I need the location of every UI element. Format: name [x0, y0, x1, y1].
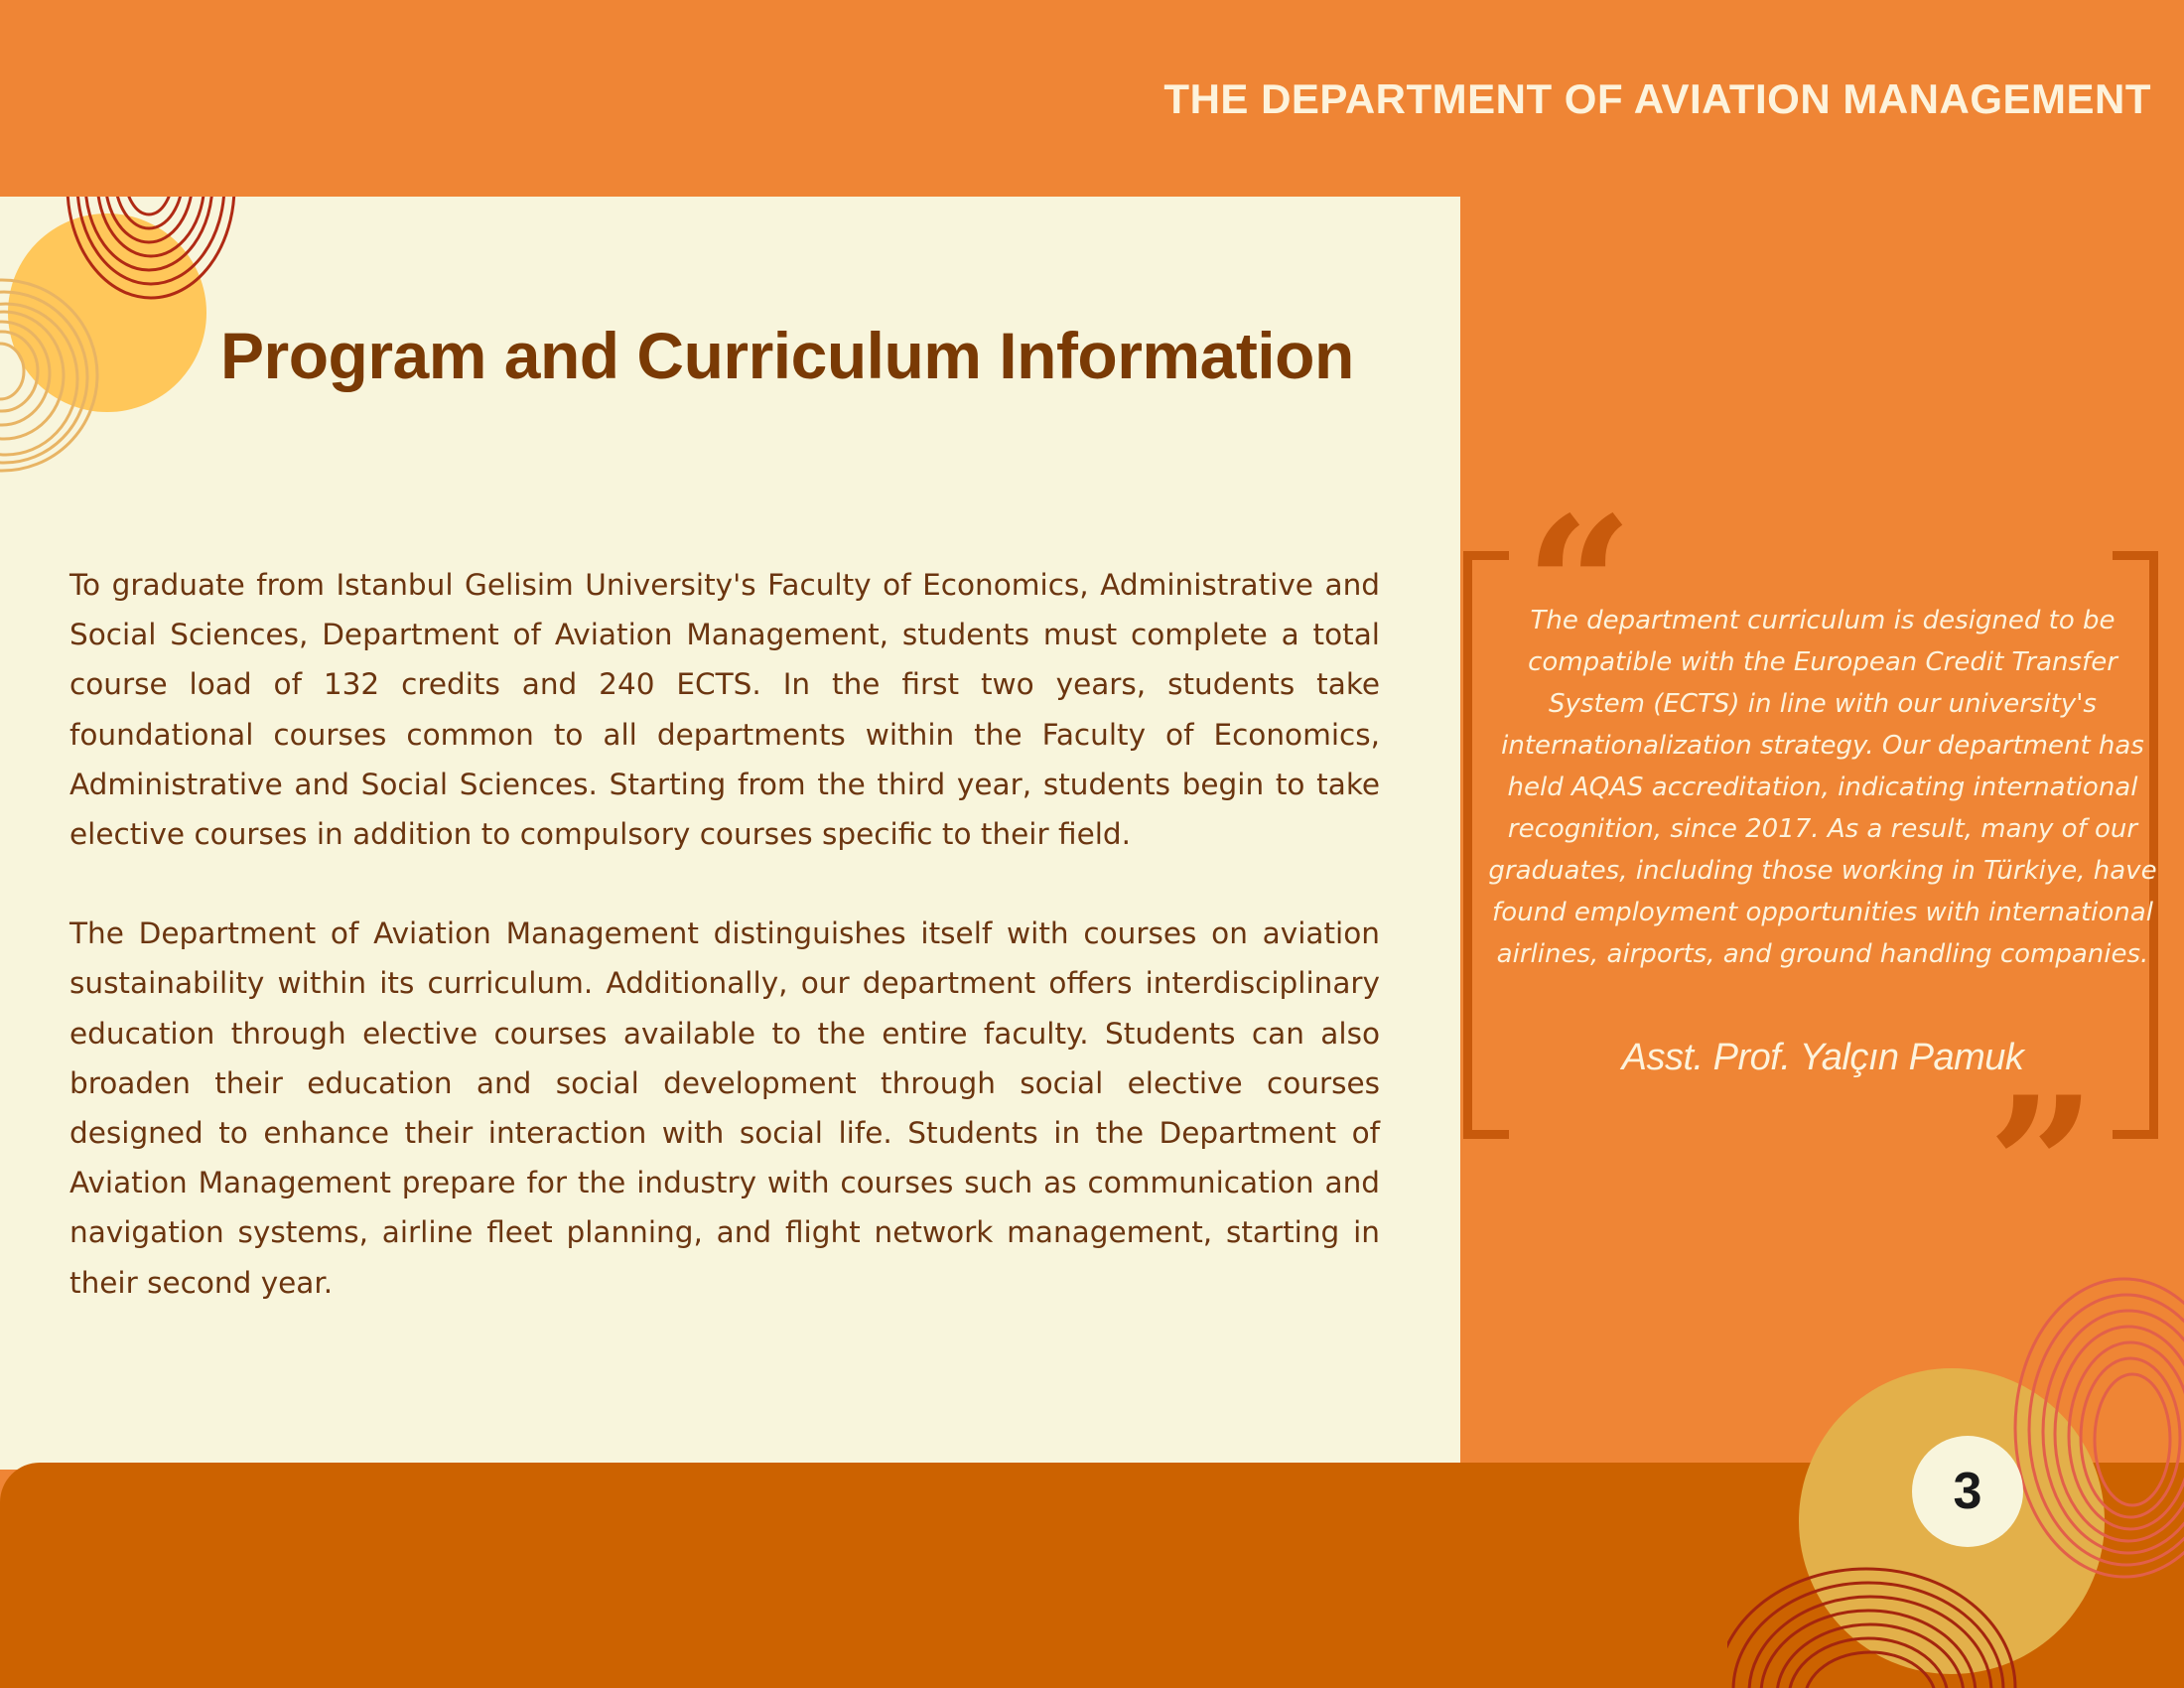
quote-author: Asst. Prof. Yalçın Pamuk — [1621, 1037, 2024, 1078]
page-number: 3 — [1953, 1463, 1982, 1520]
body-text — [69, 560, 1380, 1308]
quote-text: The department curriculum is designed to be compatible with the European Credit Transfer System (ECTS) in line with our university's internationalization strategy. Our department has held AQAS accreditation, indicating international recognition, since 2017. As a result, many of our graduates, including those working in Türkiye, have found employment opportunities with international airlines, airports, and ground handling companies. — [1488, 606, 2157, 969]
page-heading: Program and Curriculum Information — [220, 319, 1354, 392]
paragraph-department-features: The Department of Aviation Management distinguishes itself with courses on aviation sustainability within its curriculum. Additionally, our department offers interdisciplinary education through elective courses available to the entire faculty. Students can also broaden their education and social development through social elective courses designed to enhance their interaction with social life. Students in the Department of Aviation Management prepare for the industry with courses such as communication and navigation systems, airline fleet planning, and flight network management, starting in their second year. — [69, 916, 1380, 1300]
paragraph-graduation-requirements: To graduate from Istanbul Gelisim University's Faculty of Economics, Administrative and Social Sciences, Department of Aviation Management, students must complete a total course load of 132 credits and 240 ECTS. In the first two years, students take foundational courses common to all departments within the Faculty of Economics, Administrative and Social Sciences. Starting from the third year, students begin to take elective courses in addition to compulsory courses specific to their field. — [69, 568, 1380, 852]
open-quote-icon: “ — [1525, 476, 1634, 697]
header-band — [0, 0, 2184, 197]
page-number-badge — [1912, 1436, 2023, 1547]
quote-box — [1463, 476, 2184, 1277]
department-title: THE DEPARTMENT OF AVIATION MANAGEMENT — [1163, 75, 2151, 122]
close-quote-icon: ” — [1987, 1055, 2097, 1277]
